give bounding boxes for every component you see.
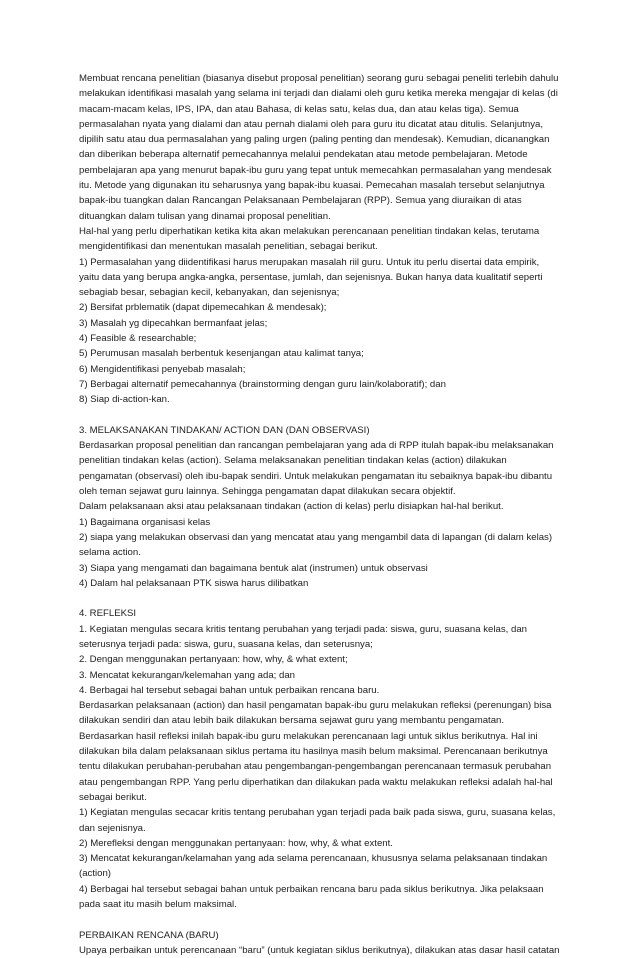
text-line: pada saat itu masih belum maksimal.	[79, 899, 237, 911]
text-line: yaitu data yang berupa angka-angka, persentase, jumlah, dan sejenisnya. Bukan hanya data kualitatif seperti	[79, 271, 543, 283]
text-line: 4) Dalam hal pelaksanaan PTK siswa harus dilibatkan	[79, 577, 309, 589]
text-line: itu. Metode yang digunakan itu seharusnya yang bapak-ibu kuasai. Pemecahan masalah tersebut selanjutnya	[79, 180, 545, 192]
text-line: 3) Masalah yg dipecahkan bermanfaat jelas;	[79, 317, 268, 329]
text-line: Hal-hal yang perlu diperhatikan ketika kita akan melakukan perencanaan penelitian tindakan kelas, terutama	[79, 225, 540, 237]
text-line: 8) Siap di-action-kan.	[79, 394, 170, 406]
text-line: 3) Mencatat kekurangan/kelamahan yang ada selama perencanaan, khususnya selama pelaksanaan tindakan	[79, 853, 548, 865]
text-line: permasalahan nyata yang dialami dan atau pernah dialami oleh para guru itu dicatat atau ditulis. Selanjutnya,	[79, 118, 543, 130]
section-gap	[79, 408, 565, 423]
text-line: 4. Berbagai hal tersebut sebagai bahan untuk perbaikan rencana baru.	[79, 684, 380, 696]
text-line: mengidentifikasi dan menentukan masalah penelitian, sebagai berikut.	[79, 241, 378, 253]
text-line: 2) siapa yang melakukan observasi dan yang mencatat atau yang mengambil data di lapangan (di dalam kelas)	[79, 531, 553, 543]
text-line: 4. REFLEKSI	[79, 608, 137, 620]
text-line: 3. MELAKSANAKAN TINDAKAN/ ACTION DAN (DAN OBSERVASI)	[79, 424, 370, 436]
text-line: 1. Kegiatan mengulas secara kritis tentang perubahan yang terjadi pada: siswa, guru, suasana kelas, dan	[79, 623, 527, 635]
text-line: 3) Siapa yang mengamati dan bagaimana bentuk alat (instrumen) untuk observasi	[79, 562, 428, 574]
text-line: dan sejenisnya.	[79, 822, 146, 834]
text-line: melakukan identifikasi masalah yang selama ini terjadi dan dialami oleh guru ketika mereka mengajar di kelas (di	[79, 88, 558, 100]
intro-paragraphs	[79, 71, 565, 408]
text-line: seterusnya terjadi pada: siswa, guru, suasana kelas, dan seterusnya;	[79, 638, 373, 650]
text-line: pembelajaran apa yang menurut bapak-ibu guru yang tepat untuk memecahkan permasalahan yang mendesak	[79, 164, 552, 176]
text-line: sebagiab besar, sebagian kecil, kebanyakan, dan sejenisnya;	[79, 287, 340, 299]
text-line: bapak-ibu tuangkan dalan Rancangan Pelaksanaan Pembelajaran (RPP). Semua yang diuraikan di atas	[79, 195, 522, 207]
text-line: 3. Mencatat kekurangan/kelemahan yang ada; dan	[79, 669, 296, 681]
text-line: 2. Dengan menggunakan pertanyaan: how, why, & what extent;	[79, 654, 348, 666]
text-line: pengamatan (observasi) oleh ibu-bapak sendiri. Untuk melakukan pengamatan itu sebaiknya bapak-ibu dibantu	[79, 470, 553, 482]
section-3-tindakan-observasi	[79, 423, 565, 591]
text-line: 6) Mengidentifikasi penyebab masalah;	[79, 363, 246, 375]
text-line: tentu dilakukan perubahan-perubahan atau pengembangan-pengembangan perencanaan termasuk perubahan	[79, 761, 552, 773]
section-4-refleksi	[79, 606, 565, 912]
text-line: Membuat rencana penelitian (biasanya disebut proposal penelitian) seorang guru sebagai peneliti terlebih dahulu	[79, 73, 559, 84]
text-line: dan diberikan beberapa alternatif pemecahannya melalui pendekatan atau metode pembelajaran. Metode	[79, 149, 528, 161]
text-line: atau pengembangan RPP. Yang perlu diperhatikan dan dilakukan pada waktu melakukan refleksi adalah hal-hal	[79, 776, 553, 788]
text-line: 1) Permasalahan yang diidentifikasi harus merupakan masalah riil guru. Untuk itu perlu disertai data empirik,	[79, 256, 540, 268]
text-line: sebagai berikut.	[79, 791, 147, 803]
section-gap	[79, 912, 565, 927]
section-gap	[79, 591, 565, 606]
text-line: PERBAIKAN RENCANA (BARU)	[79, 929, 219, 941]
text-line: (action)	[79, 868, 111, 880]
text-line: 5) Perumusan masalah berbentuk kesenjangan atau kalimat tanya;	[79, 348, 364, 360]
text-line: Berdasarkan pelaksanaan (action) dan hasil pengamatan bapak-ibu guru melakukan refleksi (perenungan) bisa	[79, 700, 552, 712]
document-body	[79, 71, 565, 958]
text-line: Berdasarkan proposal penelitian dan rancangan pembelajaran yang ada di RPP itulah bapak-ibu melaksanakan	[79, 440, 554, 452]
section-perbaikan-rencana	[79, 928, 565, 958]
text-line: oleh teman sejawat guru lainnya. Sehingga pengamatan dapat dilakukan secara objektif.	[79, 486, 456, 498]
text-line: 1) Kegiatan mengulas secacar kritis tentang perubahan ygan terjadi pada baik pada siswa, guru, suasana kelas,	[79, 807, 556, 819]
text-line: 4) Berbagai hal tersebut sebagai bahan untuk perbaikan rencana baru pada siklus berikutnya. Jika pelaksaan	[79, 883, 544, 895]
text-line: dilakukan bila dalam pelaksanaan siklus pertama itu hasilnya masih belum maksimal. Perencanaan berikutnya	[79, 746, 548, 758]
text-line: dilakukan sendiri dan atau lebih baik dilakukan bersama sejawat guru yang membantu pengamatan.	[79, 715, 505, 727]
text-line: macam-macam kelas, IPS, IPA, dan atau Bahasa, di kelas satu, kelas dua, dan atau kelas tiga). Semua	[79, 103, 519, 115]
text-line: 4) Feasible & researchable;	[79, 333, 197, 345]
text-line: Dalam pelaksanaan aksi atau pelaksanaan tindakan (action di kelas) perlu disiapkan hal-hal berikut.	[79, 501, 504, 513]
text-line: penelitian tindakan kelas (action). Selama melaksanakan penelitian tindakan kelas (action) dilakukan	[79, 455, 507, 467]
text-line: 2) Merefleksi dengan menggunakan pertanyaan: how, why, & what extent.	[79, 837, 393, 849]
text-line: dituangkan dalam tulisan yang dinamai proposal penelitian.	[79, 210, 331, 222]
text-line: selama action.	[79, 547, 141, 559]
text-line: 7) Berbagai alternatif pemecahannya (brainstorming dengan guru lain/kolaboratif); dan	[79, 378, 446, 390]
text-line: 1) Bagaimana organisasi kelas	[79, 516, 211, 528]
text-line: Upaya perbaikan untuk perencanaan “baru” (untuk kegiatan siklus berikutnya), dilakukan atas dasar hasil catatan	[79, 944, 560, 956]
text-line: 2) Bersifat prblematik (dapat dipemecahkan & mendesak);	[79, 302, 327, 314]
text-line: Berdasarkan hasil refleksi inilah bapak-ibu guru melakukan perencanaan lagi untuk siklus berikutnya. Hal ini	[79, 730, 538, 742]
text-line: dipilih satu atau dua permasalahan yang paling urgen (paling penting dan mendesak). Kemudian, dicanangkan	[79, 134, 550, 146]
